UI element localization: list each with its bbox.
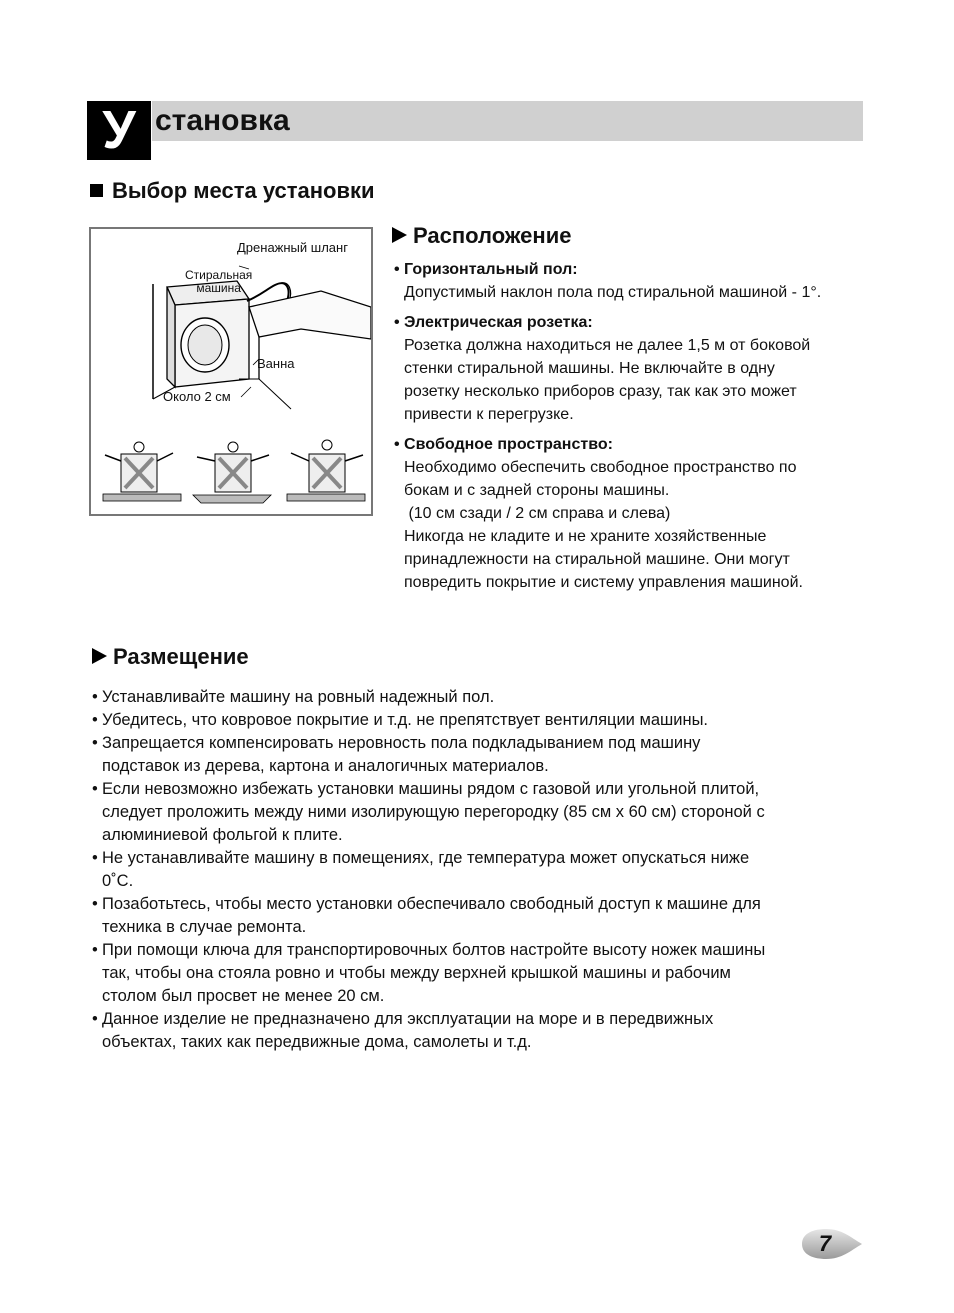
text-line: столом был просвет не менее 20 см. xyxy=(102,987,385,1005)
uneven-floor-icon-3 xyxy=(287,440,365,501)
text-line: следует проложить между ними изолирующую перегородку (85 см x 60 см) стороной с xyxy=(102,803,765,821)
text-line: • Устанавливайте машину на ровный надежный пол. xyxy=(102,688,495,706)
triangle-bullet-icon xyxy=(392,227,407,243)
list-item xyxy=(92,686,862,709)
location-item xyxy=(394,258,874,304)
section-heading-text: Выбор места установки xyxy=(112,178,375,203)
label-washing-machine-line2: машина xyxy=(196,281,241,295)
text-line: • Убедитесь, что ковровое покрытие и т.д. не препятствует вентиляции машины. xyxy=(102,711,709,729)
list-item xyxy=(92,847,862,893)
text-line: Допустимый наклон пола под стиральной машиной - 1°. xyxy=(404,284,822,301)
label-drain-hose: Дренажный шланг xyxy=(237,240,348,255)
location-item-title: • Электрическая розетка: xyxy=(394,311,874,334)
placement-heading-text: Размещение xyxy=(113,644,249,669)
text-line: стенки стиральной машины. Не включайте в одну xyxy=(404,360,775,377)
square-bullet-icon xyxy=(90,184,103,197)
location-item-body xyxy=(394,456,874,594)
label-washing-machine-line1: Стиральная xyxy=(185,268,253,282)
text-line: бокам и с задней стороны машины. xyxy=(404,482,670,499)
label-bath: Ванна xyxy=(257,356,295,371)
title-initial-letter: У xyxy=(87,101,151,160)
text-line: техника в случае ремонта. xyxy=(102,918,307,936)
uneven-floor-icon-1 xyxy=(103,442,181,501)
location-items xyxy=(394,258,874,601)
uneven-floor-icon-2 xyxy=(193,442,271,503)
list-item xyxy=(92,778,862,847)
list-item xyxy=(92,732,862,778)
section-heading xyxy=(90,177,375,205)
list-item xyxy=(92,939,862,1008)
text-line: Необходимо обеспечить свободное пространство по xyxy=(404,459,797,476)
page-number-badge xyxy=(798,1227,864,1261)
text-line: • Позаботьтесь, чтобы место установки обеспечивало свободный доступ к машине для xyxy=(102,895,761,913)
text-line: • Не устанавливайте машину в помещениях, где температура может опускаться ниже xyxy=(102,849,750,867)
placement-heading xyxy=(92,643,249,671)
page-number: 7 xyxy=(818,1231,832,1256)
text-line: так, чтобы она стояла ровно и чтобы между верхней крышкой машины и рабочим xyxy=(102,964,731,982)
location-item-title: • Горизонтальный пол: xyxy=(394,258,874,281)
list-item xyxy=(92,893,862,939)
text-line: (10 см сзади / 2 см справа и слева) xyxy=(404,505,671,522)
text-line: • Если невозможно избежать установки машины рядом с газовой или угольной плитой, xyxy=(102,780,760,798)
location-heading-text: Расположение xyxy=(413,223,572,248)
triangle-bullet-icon xyxy=(92,648,107,664)
location-item-body xyxy=(394,281,874,304)
text-line: • При помощи ключа для транспортировочных болтов настройте высоту ножек машины xyxy=(102,941,766,959)
location-item xyxy=(394,433,874,594)
label-gap: Около 2 см xyxy=(163,389,231,404)
location-item-body xyxy=(394,334,874,426)
text-line: подставок из дерева, картона и аналогичных материалов. xyxy=(102,757,549,775)
text-line: • Запрещается компенсировать неровность пола подкладыванием под машину xyxy=(102,734,701,752)
installation-illustration xyxy=(89,227,373,516)
text-line: привести к перегрузке. xyxy=(404,406,574,423)
text-line: алюминиевой фольгой к плите. xyxy=(102,826,343,844)
text-line: • Данное изделие не предназначено для эксплуатации на море и в передвижных xyxy=(102,1010,714,1028)
text-line: повредить покрытие и систему управления машиной. xyxy=(404,574,803,591)
text-line: розетку несколько приборов сразу, так как это может xyxy=(404,383,797,400)
text-line: 0˚C. xyxy=(102,872,134,890)
placement-list xyxy=(92,686,862,1054)
text-line: объектах, таких как передвижные дома, самолеты и т.д. xyxy=(102,1033,532,1051)
text-line: Розетка должна находиться не далее 1,5 м от боковой xyxy=(404,337,811,354)
label-washing-machine xyxy=(185,269,252,295)
location-item-title: • Свободное пространство: xyxy=(394,433,874,456)
page-title: становка xyxy=(155,104,290,137)
text-line: Никогда не кладите и не храните хозяйственные xyxy=(404,528,767,545)
location-heading xyxy=(392,222,571,250)
list-item xyxy=(92,709,862,732)
text-line: принадлежности на стиральной машине. Они могут xyxy=(404,551,790,568)
list-item xyxy=(92,1008,862,1054)
location-item xyxy=(394,311,874,426)
